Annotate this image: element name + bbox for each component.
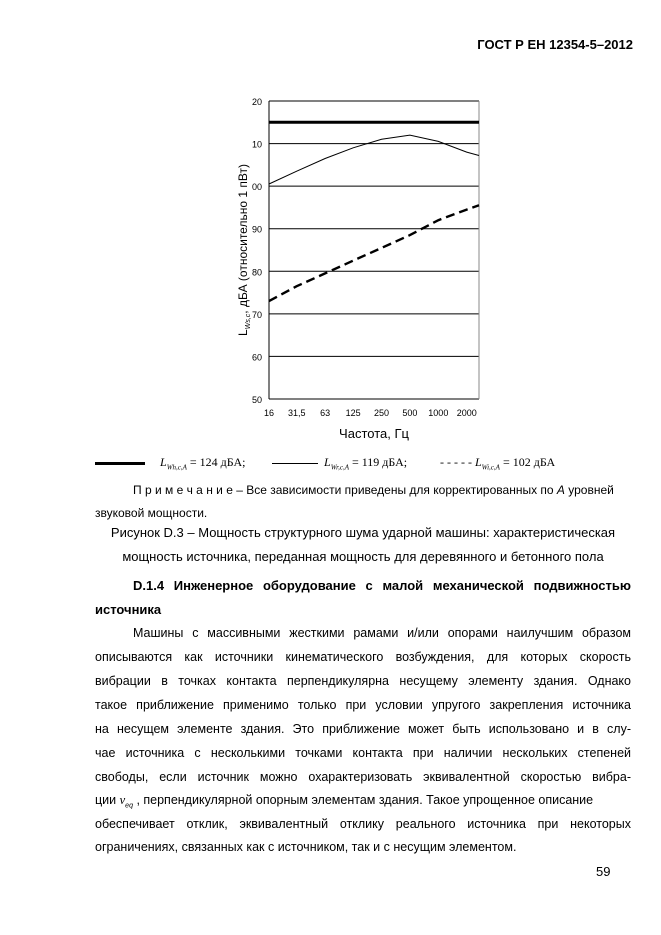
x-tick-label: 125 xyxy=(345,408,361,418)
section-heading: D.1.4 Инженерное оборудование с малой механической подвижностью xyxy=(133,578,631,593)
y-tick-label: 90 xyxy=(251,224,262,235)
legend-item-119: $L_{Wr,c,A} = 119$ дБА; xyxy=(324,455,408,472)
x-tick-label: 31,5 xyxy=(287,408,306,418)
y-tick-label: 50 xyxy=(251,395,262,405)
y-tick-label: 80 xyxy=(251,267,262,278)
figure-caption: Рисунок D.3 – Мощность структурного шума ударной машины: характеристическая xyxy=(110,525,616,540)
document-header: ГОСТ Р ЕН 12354-5–2012 xyxy=(477,37,633,52)
paragraph-line: ции $v_{eq}$ , перпендикулярной опорным элементам здания. Такое упрощенное описание xyxy=(95,793,594,810)
figure-caption-cont: мощность источника, переданная мощность для деревянного и бетонного пола xyxy=(122,549,604,564)
paragraph-line: на несущем элементе здания. Это приближение может быть использовано и в слу- xyxy=(95,722,631,736)
y-tick-label: 60 xyxy=(251,352,262,363)
legend-swatch-thick xyxy=(95,462,145,465)
figure-note: П р и м е ч а н и е – Все зависимости приведены для корректированных по А уровней xyxy=(133,483,614,497)
legend-swatch-thin xyxy=(272,463,318,464)
y-tick-label: 20 xyxy=(251,97,262,107)
paragraph-line: Машины с массивными жесткими рамами и/или опорами наилучшим образом xyxy=(133,626,631,640)
y-tick-label: 10 xyxy=(251,139,262,150)
paragraph-line: описываются как источники кинематического возбуждения, для которых скорость xyxy=(95,650,631,664)
legend-item-102: - - - - - $L_{Wi,c,A} = 102$ дБА xyxy=(440,455,556,472)
series-line-thin xyxy=(269,135,479,184)
paragraph-line: такое приближение применимо только при условии упругого закрепления источника xyxy=(95,698,631,712)
y-tick-label: 00 xyxy=(251,182,262,193)
x-tick-label: 250 xyxy=(374,408,390,418)
paragraph-line: чае источника с несколькими точками контакта при наличии нескольких степеней xyxy=(95,746,631,760)
section-heading-cont: источника xyxy=(95,602,162,617)
paragraph-line: вибрации в точках контакта перпендикулярна несущему элементу здания. Однако xyxy=(95,674,631,688)
y-tick-label: 70 xyxy=(251,309,262,320)
y-axis-label: $L_{Ws,c}$, дБА (относительно 1 пВт) xyxy=(236,164,252,336)
paragraph-line: свободы, если источник можно охарактеризовать эквивалентной скоростью вибра- xyxy=(95,770,631,784)
legend-item-124: $L_{Wh,c,A} = 124$ дБА; xyxy=(160,455,246,472)
x-tick-label: 1000 xyxy=(428,408,449,418)
paragraph-line: ограничениях, связанных как с источником, так и с несущим элементом. xyxy=(95,840,517,854)
x-tick-label: 2000 xyxy=(456,408,477,418)
x-axis-label: Частота, Гц xyxy=(339,426,409,441)
x-tick-label: 16 xyxy=(263,408,275,418)
page-number: 59 xyxy=(596,864,611,879)
chart xyxy=(0,0,661,450)
figure-note-cont: звуковой мощности. xyxy=(95,506,208,520)
paragraph-line: обеспечивает отклик, эквивалентный отклику реального источника при некоторых xyxy=(95,817,631,831)
series-line-dashed xyxy=(269,205,479,301)
x-tick-label: 63 xyxy=(320,408,331,418)
x-tick-label: 500 xyxy=(402,408,418,418)
